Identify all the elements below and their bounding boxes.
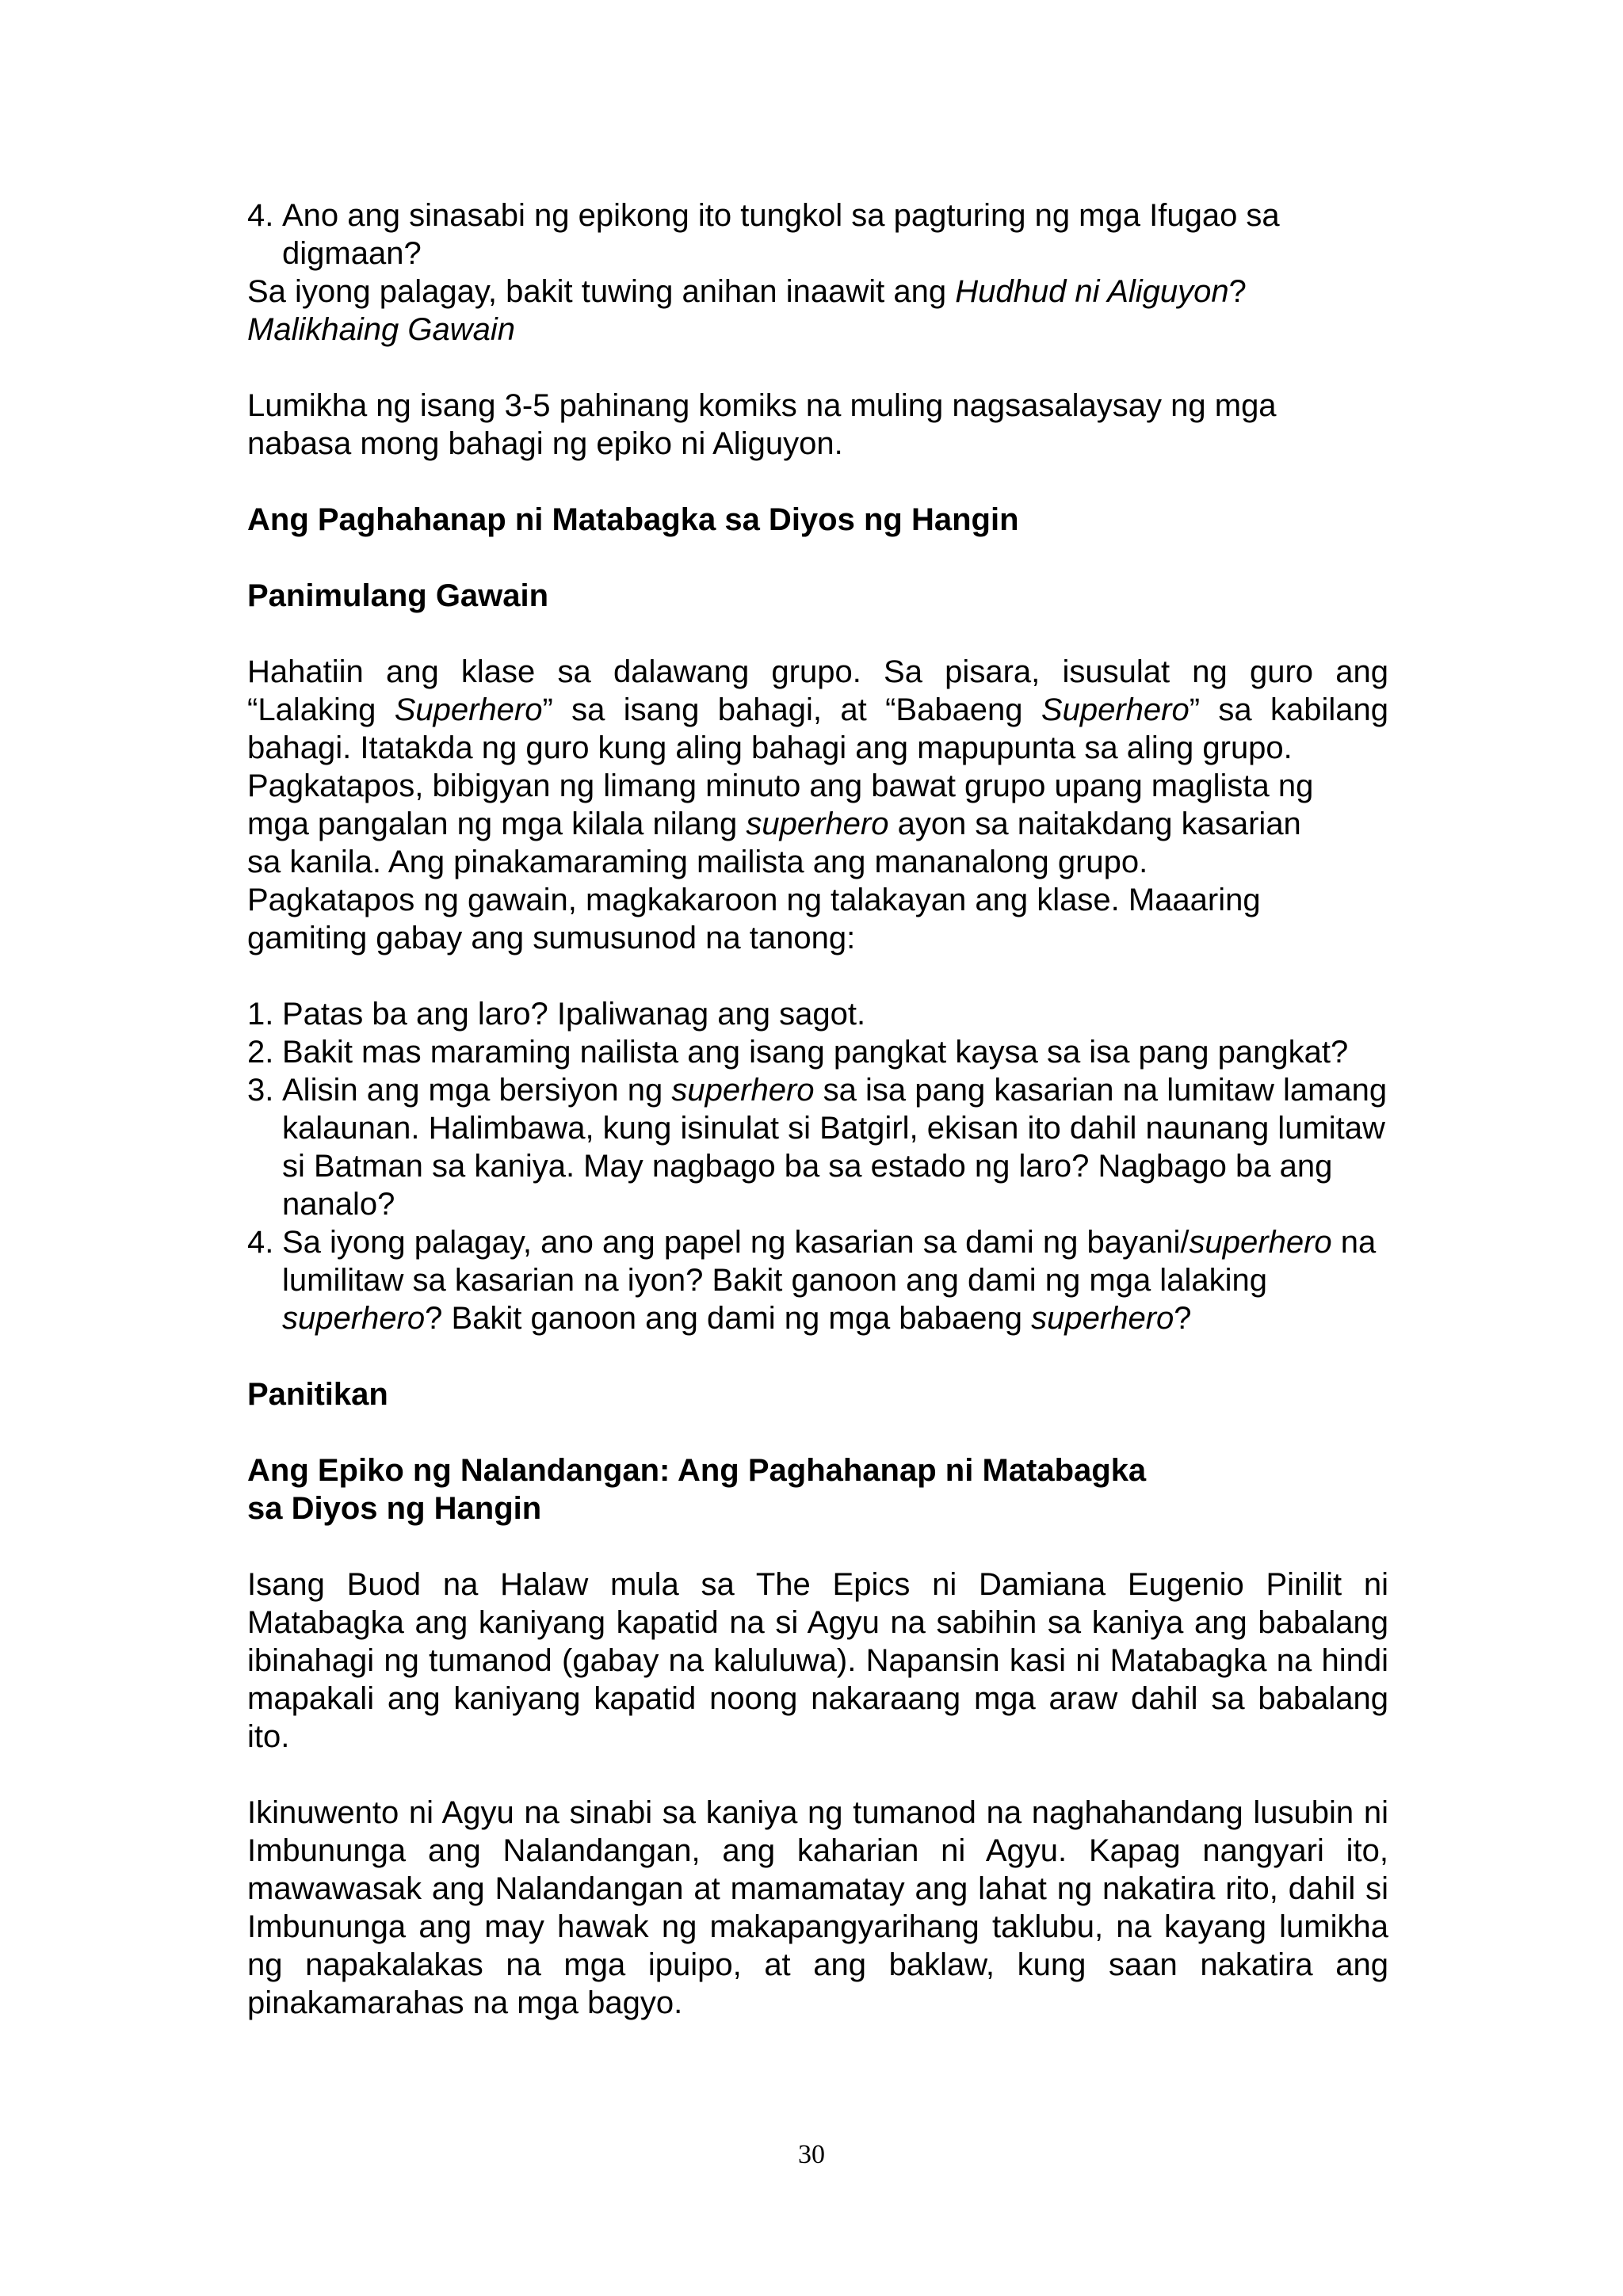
- malikhaing-gawain-heading: Malikhaing Gawain: [247, 312, 515, 347]
- question-number: 3.: [247, 1073, 274, 1108]
- paragraph-line: bahagi. Itatakda ng guro kung aling bahagi ang mapupunta sa aling grupo.: [247, 730, 1293, 765]
- question-number: 2.: [247, 1035, 274, 1070]
- list-item: [247, 995, 1388, 1033]
- list-item: [247, 1071, 1388, 1223]
- discussion-questions: [247, 995, 1388, 1337]
- list-item: [247, 1033, 1388, 1071]
- paragraph-line: Hahatiin ang klase sa dalawang grupo. Sa pisara, isusulat ng guro ang: [247, 654, 1388, 689]
- question-text: Patas ba ang laro? Ipaliwanag ang sagot.: [282, 997, 866, 1032]
- panitikan-heading: Panitikan: [247, 1377, 388, 1412]
- page-number: 30: [798, 2140, 825, 2169]
- paragraph-line: “Lalaking Superhero” sa isang bahagi, at “Babaeng Superhero” sa kabilang: [247, 692, 1389, 727]
- question-4-ifugao: [247, 196, 1388, 273]
- question-text: Alisin ang mga bersiyon ng superhero sa isa pang kasarian na lumitaw lamang kalaunan. Halimbawa, kung isinulat si Batgirl, ekisan ito dahil naunang lumitaw si Batman sa kaniya. May nagbago ba sa estado ng laro? Nagbago ba ang nanalo?: [282, 1073, 1388, 1222]
- paragraph-line: Pagkatapos, bibigyan ng limang minuto ang bawat grupo upang maglista ng: [247, 769, 1314, 803]
- panimulang-paragraph: [247, 653, 1388, 957]
- paragraph-line: sa kanila. Ang pinakamaraming mailista ang mananalong grupo.: [247, 845, 1148, 879]
- epic-title-line: Ang Epiko ng Nalandangan: Ang Paghahanap ni Matabagka: [247, 1453, 1147, 1488]
- question-text: Bakit mas maraming nailista ang isang pangkat kaysa sa isa pang pangkat?: [282, 1035, 1349, 1070]
- question-number: 4.: [247, 1225, 274, 1260]
- panimulang-gawain-heading: Panimulang Gawain: [247, 578, 549, 613]
- paragraph-line: mga pangalan ng mga kilala nilang superhero ayon sa naitakdang kasarian: [247, 807, 1301, 841]
- summary-paragraph-1: Isang Buod na Halaw mula sa The Epics ni Damiana Eugenio Pinilit ni Matabagka ang kaniyang kapatid na si Agyu na sabihin sa kaniya ang babalang ibinahagi ng tumanod (gabay na kaluluwa). Napansin kasi ni Matabagka na hindi mapakali ang kaniyang kapatid noong nakaraang mga araw dahil sa babalang ito.: [247, 1567, 1388, 1754]
- question-text: Sa iyong palagay, ano ang papel ng kasarian sa dami ng bayani/superhero na lumilitaw sa kasarian na iyon? Bakit ganoon ang dami ng mga lalaking superhero? Bakit ganoon ang dami ng mga babaeng superhero?: [282, 1225, 1377, 1336]
- epic-title: [247, 1451, 1388, 1527]
- question-aliguyon: Sa iyong palagay, bakit tuwing anihan inaawit ang Hudhud ni Aliguyon?: [247, 274, 1247, 309]
- question-number: 1.: [247, 997, 274, 1032]
- question-text: Ano ang sinasabi ng epikong ito tungkol sa pagturing ng mga Ifugao sa digmaan?: [282, 198, 1280, 271]
- page-content: [247, 196, 1388, 2022]
- summary-paragraph-2: Ikinuwento ni Agyu na sinabi sa kaniya ng tumanod na naghahandang lusubin ni Imbununga ang Nalandangan, ang kaharian ni Agyu. Kapag nangyari ito, mawawasak ang Nalandangan at mamamatay ang lahat ng nakatira rito, dahil si Imbununga ang may hawak ng makapangyarihang taklubu, na kayang lumikha ng napakalakas na mga ipuipo, at ang baklaw, kung saan nakatira ang pinakamarahas na mga bagyo.: [247, 1795, 1388, 2020]
- paragraph-line: Pagkatapos ng gawain, magkakaroon ng talakayan ang klase. Maaaring: [247, 883, 1261, 917]
- section-title: Ang Paghahanap ni Matabagka sa Diyos ng Hangin: [247, 502, 1019, 537]
- comics-instruction: Lumikha ng isang 3-5 pahinang komiks na muling nagsasalaysay ng mga nabasa mong bahagi ng epiko ni Aliguyon.: [247, 388, 1277, 461]
- question-number: 4.: [247, 198, 274, 233]
- paragraph-line: gamiting gabay ang sumusunod na tanong:: [247, 921, 856, 955]
- list-item: [247, 1223, 1388, 1337]
- epic-title-line: sa Diyos ng Hangin: [247, 1491, 542, 1526]
